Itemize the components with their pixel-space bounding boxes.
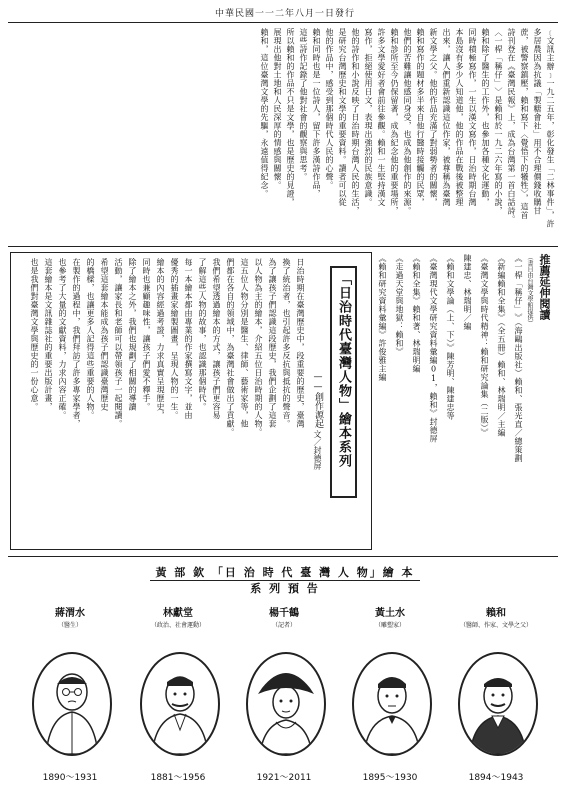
article-column: 同時積極寫作，一生以漢文寫作，日治時期台灣 — [468, 28, 477, 207]
article-column: 他的詩作和小說反映了日治時期台灣人民的生活， — [351, 28, 360, 215]
portrait-note: （醫師、作家、文學之父） — [459, 622, 532, 629]
article-column: 他的作品中，感受到那個時代人民的心聲。 — [325, 28, 334, 190]
portrait-years: 1921～2011 — [256, 773, 312, 783]
article-column: 多居農因為抗議「製糖會社」用不合理價錢收購甘 — [533, 28, 542, 215]
portrait-years: 1881～1956 — [150, 773, 206, 783]
feature-column: 這套繪本是文訊雜誌社的重要出版計畫， — [44, 258, 53, 411]
article-column: 寫作，拒絕使用日文，表現出強烈的民族意識。 — [364, 28, 373, 207]
feature-column: 繪本的內容經過考證，力求真實呈現歷史， — [156, 258, 165, 420]
portrait-drawing — [352, 652, 432, 756]
feature-column: 在製作的過程中，我們拜訪了許多專家學者， — [72, 258, 81, 428]
portrait-years: 1894～1943 — [468, 773, 524, 783]
section-rule-2 — [8, 556, 558, 557]
book-item: 《臺灣現代文學研究資料彙編01，賴和》封德屏 — [429, 254, 438, 443]
portrait-name: 蔣渭水 — [55, 608, 85, 619]
top-article — [10, 28, 556, 240]
portrait-name: 賴和 — [486, 608, 506, 619]
book-item: 《賴和文學論（上、下）》陳芳明、陳建忠等 — [446, 254, 455, 420]
article-column: 賴和同時也是一位詩人，留下許多漢詩作品， — [312, 28, 321, 198]
article-column: 本島沒有多少人知道他，他的作品在戰後被整理 — [455, 28, 464, 207]
book-item: 《賴和研究資料彙編》許俊雅主編 — [378, 254, 387, 382]
article-column: 是研究台灣歷史和文學的重要資料。讀者可以從 — [338, 28, 347, 207]
feature-column: 日治時期在臺灣歷史中，段重要的歷史，臺灣 — [296, 258, 305, 428]
article-column: ﹝文訊主辦﹞一九二五年，彰化發生「二林事件」，許 — [546, 28, 555, 228]
article-column: 他們的苦難讓他感同身受，也成為他創作的來源。 — [403, 28, 412, 215]
portrait-drawing — [32, 652, 112, 756]
feature-column: 換了統治者，也引起許多反抗與抵抗的聲音。 — [282, 258, 291, 428]
portrait-note: （政治、社會運動） — [150, 622, 205, 629]
book-item: 《賴和全集》賴和著、林瑞明編 — [412, 254, 421, 373]
article-column: 〈一桿﹁稱仔﹂〉是賴和於一九二六年寫的小說， — [494, 28, 503, 215]
portrait-card — [20, 600, 120, 800]
article-column: 蔗，被警察鎮壓，賴和寫下〈覺悟下的犧牲〉，這首 — [520, 28, 529, 220]
portrait-name: 楊千鶴 — [269, 608, 299, 619]
article-column: 所以賴和的作品不只是文學，也是歷史的見證， — [286, 28, 295, 207]
book-item: 《臺灣文學與時代精神：賴和研究論集（二版）》 — [480, 254, 489, 437]
section-rule-1 — [8, 246, 558, 247]
portrait-drawing — [458, 652, 538, 756]
article-column: 賴和除了醫生的工作外，也參加各種文化運動， — [481, 28, 490, 207]
article-column: 新文學之父。他的作品充滿了對弱勢者的關懷， — [429, 28, 438, 207]
book-item: 《走過天堂與地獄：賴和》 — [395, 254, 404, 356]
feature-column: 我們希望透過繪本的方式，讓孩子們更容易 — [212, 258, 221, 420]
feature-column: 了解這些人物的故事，也認識那個時代。 — [198, 258, 207, 411]
promo-subhead: （書目由台灣文學館提供） — [526, 254, 533, 326]
portrait-years: 1895～1930 — [362, 773, 418, 783]
feature-column: 活動，讓家長和老師可以帶領孩子一起閱讀。 — [114, 258, 123, 428]
article-column: 賴和診所至今仍保留著，成為紀念他的重要場所， — [390, 28, 399, 215]
promo-headline: 推薦延伸閱讀 — [538, 254, 551, 320]
feature-column: 優秀的插畫家繪製圖畫，呈現人物的一生。 — [170, 258, 179, 420]
article-column: 展現出他對土地和人民深厚的情感與關懷。 — [273, 28, 282, 190]
feature-column: 為了讓孩子們認識這段歷史，我們企劃了這套 — [268, 258, 277, 428]
portrait-note: （雕塑家） — [374, 622, 405, 629]
series-banner: 黃 部 欽 「日 治 時 代 臺 灣 人 物」繪 本 系 列 預 告 — [155, 566, 415, 595]
feature-column: 每一本繪本都由專業的作家撰寫文字，並由 — [184, 258, 193, 420]
book-item: 《新編賴和全集》（全五冊）賴和、林瑞明／主編 — [497, 254, 506, 437]
book-item: 《一桿﹁稱仔﹂》（海鷗出版社）賴和、張光直／總策劃 — [514, 254, 523, 463]
feature-column: 同時也兼顧趣味性，讓孩子們愛不釋手。 — [142, 258, 151, 411]
article-column: 詩刊登在《臺灣民報》上，成為台灣第一首白話詩。 — [507, 28, 516, 224]
feature-body — [16, 258, 306, 542]
feature-title: 「日治時代臺灣人物」繪本系列 — [330, 266, 357, 498]
portrait-name: 林獻堂 — [163, 608, 193, 619]
portrait-card — [446, 600, 546, 800]
feature-author: 文／封德屏 — [313, 430, 322, 470]
portrait-name: 黃土水 — [375, 608, 405, 619]
feature-column: 也是我們對臺灣文學與歷史的一份心意。 — [30, 258, 39, 411]
feature-column: 以人物為主的繪本，介紹五位日治時期的人物。 — [254, 258, 263, 437]
portrait-drawing — [246, 652, 326, 756]
portrait-card — [340, 600, 440, 800]
article-column: 賴和，這位臺灣文學的先驅，永遠值得紀念。 — [260, 28, 269, 198]
portrait-note: （醫生） — [57, 622, 82, 629]
portrait-card — [128, 600, 228, 800]
portrait-drawing — [140, 652, 220, 756]
article-column: 出來，讓人們重新認識這位作家，被尊稱為臺灣 — [442, 28, 451, 207]
article-column: 許多文學愛好者會前往參觀。賴和一生堅持漢文 — [377, 28, 386, 207]
feature-column: 的橋樑，也讓更多人記得這些重要的人物。 — [86, 258, 95, 420]
feature-column: 也參考了大量的文獻資料，力求內容正確。 — [58, 258, 67, 420]
header-rule — [8, 22, 558, 23]
feature-column: 這五位人物分別是醫生、律師、藝術家等，他 — [240, 258, 249, 428]
promo-section — [376, 252, 556, 542]
feature-column: 希望這套繪本能成為孩子們認識臺灣歷史 — [100, 258, 109, 411]
article-column: 這些詩作記錄了他對社會的觀察與思考。 — [299, 28, 308, 181]
portrait-note: （記者） — [271, 622, 296, 629]
page-header: 中華民國一一二年八月一日發行 — [214, 9, 355, 19]
feature-subtitle: ——創作源起 — [313, 372, 323, 428]
banner-underline — [150, 580, 420, 581]
article-column: 賴和寫作的題材多半來自他行醫時接觸的民眾， — [416, 28, 425, 207]
portrait-card — [234, 600, 334, 800]
book-item: 陳建忠、林瑞明／編 — [463, 254, 472, 331]
feature-column: 除了繪本之外，我們也規劃了相關的導讀 — [128, 258, 137, 411]
portrait-years: 1890～1931 — [42, 773, 98, 783]
feature-column: 們都在各自的領域中，為臺灣社會做出了貢獻。 — [226, 258, 235, 437]
